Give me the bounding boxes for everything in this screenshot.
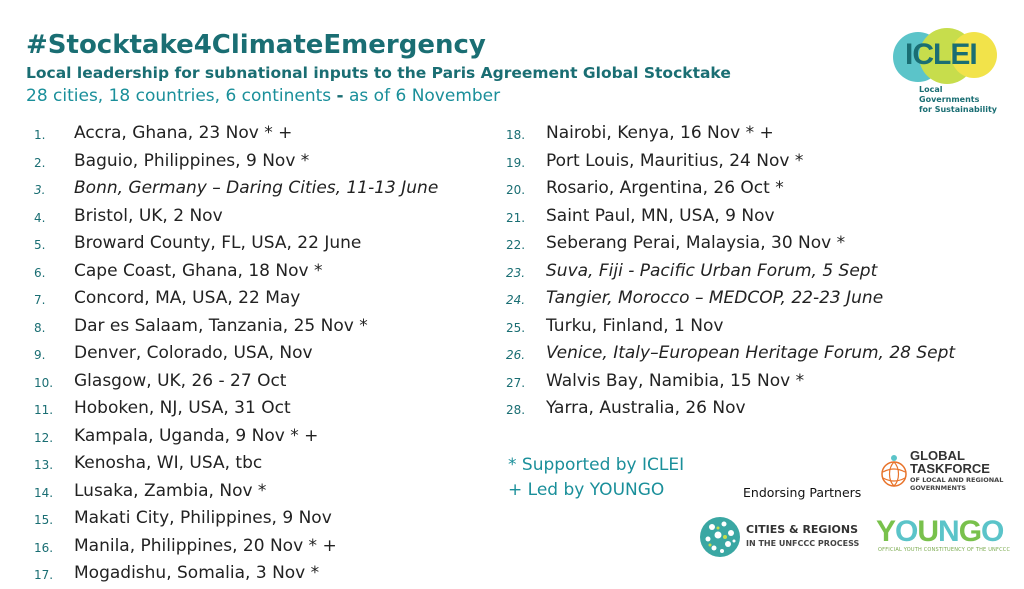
city-entry: Rosario, Argentina, 26 Oct * xyxy=(546,178,784,198)
city-entry: Makati City, Philippines, 9 Nov xyxy=(74,508,332,528)
city-list-item xyxy=(34,369,494,397)
global-taskforce-line-2: TASKFORCE xyxy=(910,461,990,476)
youngo-letter: G xyxy=(958,515,982,548)
city-entry: Saint Paul, MN, USA, 9 Nov xyxy=(546,205,775,226)
endorsing-partners-label: Endorsing Partners xyxy=(743,485,862,500)
city-list-left xyxy=(34,121,494,589)
list-number: 19. xyxy=(506,155,526,170)
global-taskforce-title xyxy=(910,449,990,475)
global-taskforce-logo xyxy=(880,450,1004,498)
list-number: 7. xyxy=(34,293,46,307)
global-taskforce-line-1: GLOBAL xyxy=(910,448,965,463)
city-list-item xyxy=(34,204,494,232)
city-entry: Hoboken, NJ, USA, 31 Oct xyxy=(74,398,291,418)
list-number: 6. xyxy=(34,265,46,280)
city-list-right xyxy=(506,121,986,424)
city-entry: Dar es Salaam, Tanzania, 25 Nov * xyxy=(74,315,368,336)
city-entry: Manila, Philippines, 20 Nov * + xyxy=(74,535,337,556)
city-entry: Bristol, UK, 2 Nov xyxy=(74,205,223,226)
city-entry: Port Louis, Mauritius, 24 Nov * xyxy=(546,150,804,171)
list-number: 2. xyxy=(34,155,46,170)
cities-regions-title: CITIES & REGIONS xyxy=(746,523,859,536)
list-number: 5. xyxy=(34,238,46,252)
list-number: 20. xyxy=(506,183,526,197)
page-title: #Stocktake4ClimateEmergency xyxy=(26,30,486,60)
list-number: 24. xyxy=(506,293,526,307)
list-number: 28. xyxy=(506,403,526,417)
list-number: 1. xyxy=(34,128,46,142)
cities-regions-globe-icon xyxy=(698,515,742,559)
youngo-logo xyxy=(876,515,1014,560)
iclei-logo xyxy=(893,28,1003,114)
city-list-item xyxy=(506,369,986,397)
city-entry: Baguio, Philippines, 9 Nov * xyxy=(74,150,310,171)
list-number: 23. xyxy=(506,265,526,280)
city-entry: Accra, Ghana, 23 Nov * + xyxy=(74,123,293,143)
youngo-letter: O xyxy=(895,515,918,548)
city-list-item xyxy=(34,451,494,479)
city-entry: Turku, Finland, 1 Nov xyxy=(546,315,724,336)
city-entry: Concord, MA, USA, 22 May xyxy=(74,288,301,308)
city-list-item xyxy=(506,341,986,369)
city-list-item xyxy=(34,479,494,507)
city-list-item xyxy=(506,286,986,314)
list-number: 10. xyxy=(34,375,54,390)
city-entry: Walvis Bay, Namibia, 15 Nov * xyxy=(546,370,805,391)
list-number: 26. xyxy=(506,348,526,362)
iclei-tagline xyxy=(919,85,1003,115)
iclei-tagline-line-1: Local Governments xyxy=(919,85,980,104)
city-list-item xyxy=(34,534,494,562)
city-list-item xyxy=(34,259,494,287)
global-taskforce-line-4: GOVERNMENTS xyxy=(910,484,967,492)
youngo-wordmark xyxy=(876,515,1003,549)
city-entry: Lusaka, Zambia, Nov * xyxy=(74,480,267,501)
list-number: 16. xyxy=(34,540,54,555)
city-entry: Seberang Perai, Malaysia, 30 Nov * xyxy=(546,233,846,253)
city-entry: Venice, Italy–European Heritage Forum, 28 Sept xyxy=(546,343,956,363)
city-list-item xyxy=(506,176,986,204)
city-list-item xyxy=(34,149,494,177)
list-number: 27. xyxy=(506,375,526,390)
cities-regions-logo xyxy=(698,515,868,560)
youngo-letter: Y xyxy=(876,515,896,548)
summary-dash: - xyxy=(336,86,344,106)
iclei-tagline-line-2: for Sustainability xyxy=(919,105,997,114)
city-entry: Broward County, FL, USA, 22 June xyxy=(74,233,362,253)
city-entry: Tangier, Morocco – MEDCOP, 22-23 June xyxy=(546,288,884,308)
list-number: 21. xyxy=(506,210,526,225)
cities-regions-subtitle: IN THE UNFCCC PROCESS xyxy=(746,539,860,548)
city-list-item xyxy=(34,506,494,534)
city-entry: Suva, Fiji - Pacific Urban Forum, 5 Sept xyxy=(546,260,878,281)
city-list-item xyxy=(506,396,986,424)
list-number: 14. xyxy=(34,485,54,500)
global-taskforce-emblem-icon xyxy=(880,450,908,496)
summary-date: as of 6 November xyxy=(349,86,501,106)
city-list-item xyxy=(506,204,986,232)
city-entry: Kenosha, WI, USA, tbc xyxy=(74,453,263,473)
city-list-item xyxy=(34,396,494,424)
legend-led: + Led by YOUNGO xyxy=(508,480,665,500)
city-list-item xyxy=(34,561,494,589)
city-list-item xyxy=(506,231,986,259)
city-list-item xyxy=(34,424,494,452)
list-number: 11. xyxy=(34,403,54,417)
city-list-item xyxy=(34,121,494,149)
city-entry: Bonn, Germany – Daring Cities, 11-13 June xyxy=(74,178,439,198)
list-number: 12. xyxy=(34,430,54,445)
list-number: 8. xyxy=(34,320,46,335)
city-list-item xyxy=(34,341,494,369)
city-entry: Kampala, Uganda, 9 Nov * + xyxy=(74,425,319,446)
list-number: 25. xyxy=(506,320,526,335)
city-list-item xyxy=(34,286,494,314)
page-subtitle: Local leadership for subnational inputs to the Paris Agreement Global Stocktake xyxy=(26,64,731,82)
iclei-wordmark: ICLEI xyxy=(905,38,977,71)
list-number: 4. xyxy=(34,210,46,225)
list-number: 9. xyxy=(34,348,46,362)
summary-counts: 28 cities, 18 countries, 6 continents xyxy=(26,86,332,106)
summary-line xyxy=(26,86,500,106)
city-list-item xyxy=(506,149,986,177)
city-entry: Nairobi, Kenya, 16 Nov * + xyxy=(546,123,774,143)
city-list-item xyxy=(34,231,494,259)
city-list-item xyxy=(506,314,986,342)
youngo-tagline: OFFICIAL YOUTH CONSTITUENCY OF THE UNFCCC xyxy=(878,547,1011,553)
city-entry: Mogadishu, Somalia, 3 Nov * xyxy=(74,563,320,583)
list-number: 13. xyxy=(34,458,54,472)
city-entry: Yarra, Australia, 26 Nov xyxy=(546,398,746,418)
youngo-letter: N xyxy=(938,515,959,548)
city-list-item xyxy=(34,314,494,342)
city-entry: Denver, Colorado, USA, Nov xyxy=(74,343,313,363)
global-taskforce-line-3: OF LOCAL AND REGIONAL xyxy=(910,476,1004,484)
youngo-letter: O xyxy=(981,515,1004,548)
city-list-item xyxy=(506,259,986,287)
list-number: 17. xyxy=(34,568,54,582)
youngo-letter: U xyxy=(917,515,939,548)
city-entry: Cape Coast, Ghana, 18 Nov * xyxy=(74,260,323,281)
list-number: 3. xyxy=(34,183,46,197)
city-list-item xyxy=(506,121,986,149)
city-entry: Glasgow, UK, 26 - 27 Oct xyxy=(74,370,287,391)
legend-supported: * Supported by ICLEI xyxy=(508,455,685,475)
global-taskforce-tagline xyxy=(910,476,1003,492)
list-number: 22. xyxy=(506,238,526,252)
list-number: 15. xyxy=(34,513,54,527)
city-list-item xyxy=(34,176,494,204)
list-number: 18. xyxy=(506,128,526,142)
